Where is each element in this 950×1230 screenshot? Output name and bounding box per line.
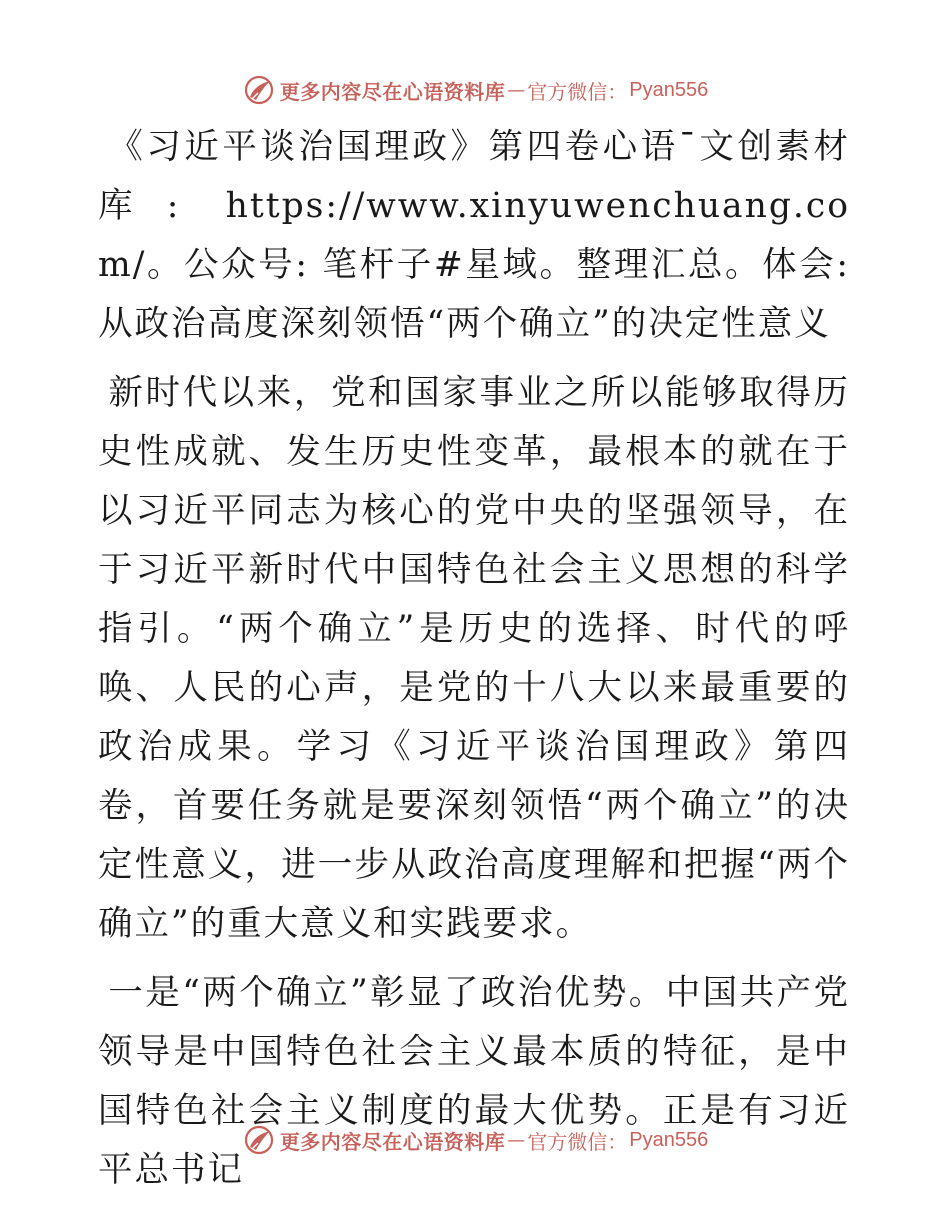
banner-dash: — (507, 1129, 526, 1151)
brand-logo-icon (242, 1123, 276, 1157)
banner-dash: — (507, 79, 526, 101)
footer-watermark-banner (0, 1120, 950, 1160)
body-paragraph-intro: 新时代以来，党和国家事业之所以能够取得历史性成就、发生历史性变革，最根本的就在于以习近平同志为核心的党中央的坚强领导，在于习近平新时代中国特色社会主义思想的科学指引。“两个确立”是历史的选择、时代的呼唤、人民的心声，是党的十八大以来最重要的政治成果。学习《习近平谈治国理政》第四卷，首要任务就是要深刻领悟“两个确立”的决定性意义，进一步从政治高度理解和把握“两个确立”的重大意义和实践要求。 (98, 373, 850, 944)
banner-wechat-label: 官方微信： (527, 1129, 628, 1154)
banner-wechat-id: Pyan556 (629, 1128, 709, 1151)
document-body (98, 118, 850, 1210)
banner-main-text: 更多内容尽在心语资料库 (279, 1129, 506, 1154)
banner-wechat-id: Pyan556 (629, 78, 709, 101)
banner-main-text: 更多内容尽在心语资料库 (279, 79, 506, 104)
banner-wechat-label: 官方微信： (527, 79, 628, 104)
document-title-paragraph: 《习近平谈治国理政》第四卷心语¯文创素材库: https://www.xinyuwenchuang.com/。公众号: 笔杆子#星域。整理汇总。体会: 从政治高度深刻领悟“两个确立”的决定性意义 (98, 127, 850, 344)
body-paragraph-point-one: 一是“两个确立”彰显了政治优势。中国共产党领导是中国特色社会主义最本质的特征，是中国特色社会主义制度的最大优势。正是有习近平总书记 (98, 973, 850, 1190)
header-watermark-banner (0, 70, 950, 110)
brand-logo-icon (242, 73, 276, 107)
